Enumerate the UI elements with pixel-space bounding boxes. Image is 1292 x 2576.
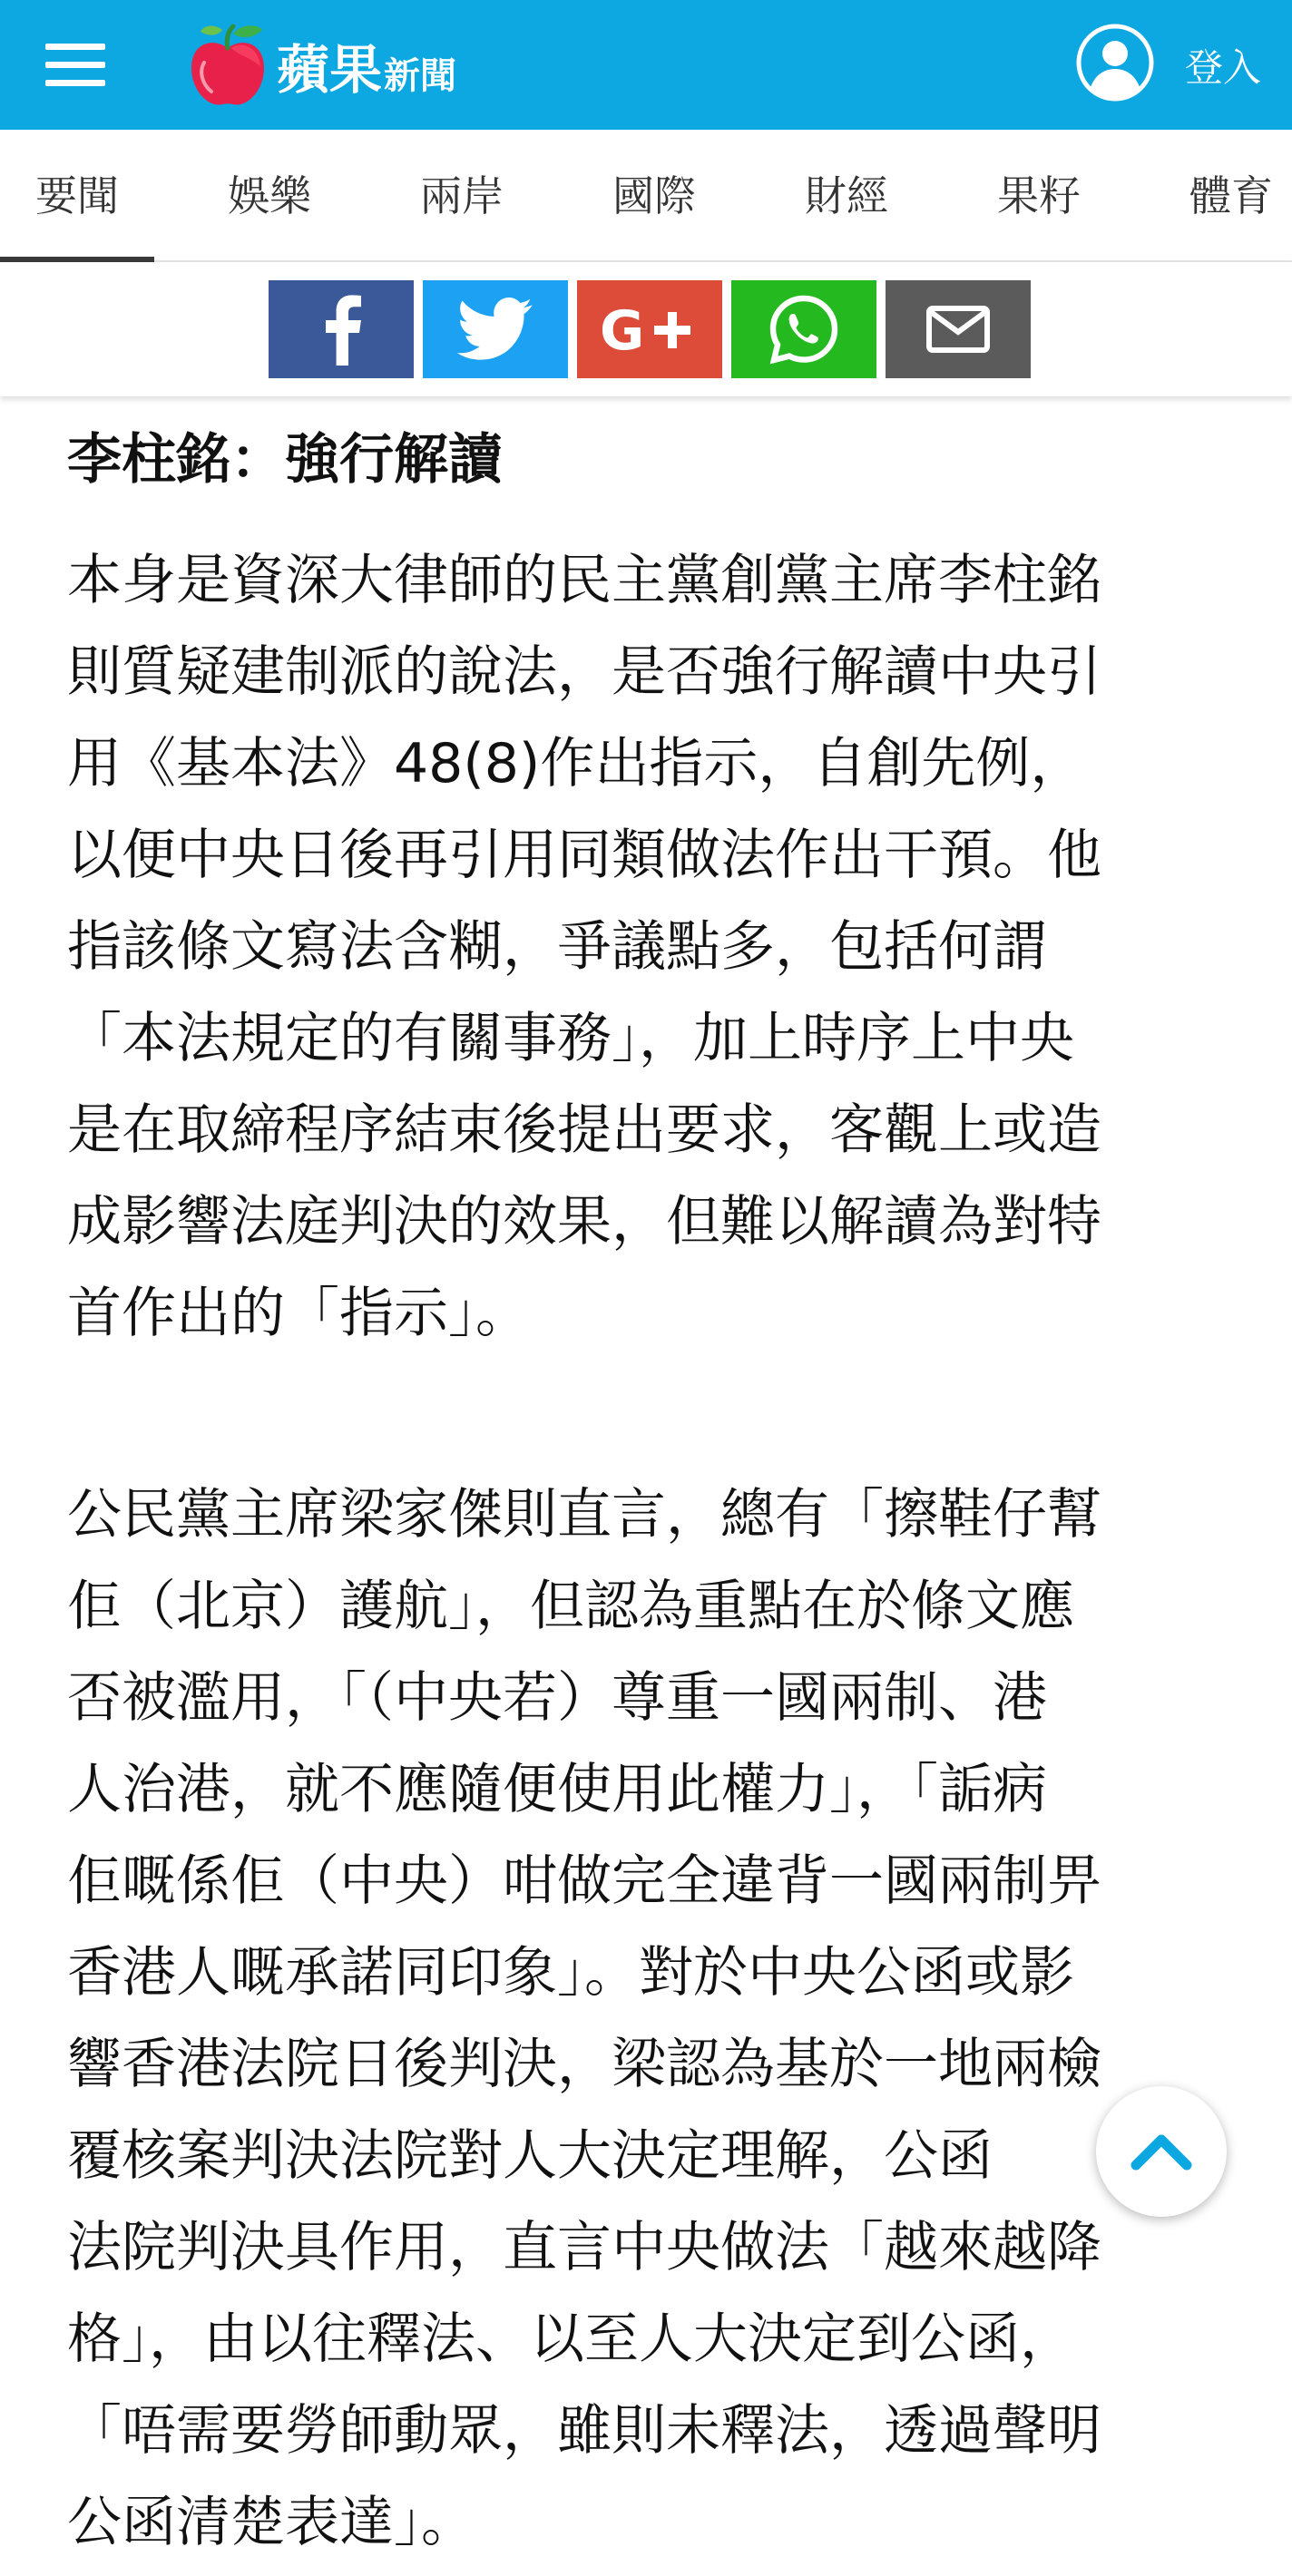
email-envelope-icon <box>925 305 991 354</box>
user-avatar-icon[interactable] <box>1074 22 1156 103</box>
share-google-plus-button[interactable] <box>577 280 722 378</box>
tab-international[interactable]: 國際 <box>612 171 696 220</box>
paragraph-line: 覆核案判決法院對人大決定理解，公函 <box>67 2124 993 2188</box>
paragraph-line: 公民黨主席梁家傑則直言，總有「擦鞋仔幫 <box>67 1483 1101 1547</box>
category-tabs <box>0 130 1292 262</box>
apple-logo-icon <box>186 21 269 110</box>
tab-lifestyle[interactable]: 果籽 <box>997 171 1081 220</box>
paragraph-line: 法院判決具作用，直言中央做法「越來越降 <box>67 2216 1101 2279</box>
paragraph-line: 「唔需要勞師動眾，雖則未釋法，透過聲明 <box>67 2399 1101 2463</box>
paragraph-line: 則質疑建制派的說法，是否強行解讀中央引 <box>67 640 1101 704</box>
apple-news-logo[interactable] <box>186 20 456 111</box>
tab-headlines[interactable]: 要聞 <box>0 130 154 262</box>
share-twitter-button[interactable] <box>423 280 568 378</box>
article-subheading: 李柱銘：強行解讀 <box>67 428 503 492</box>
logo-text-sub: 新聞 <box>384 55 457 97</box>
whatsapp-icon <box>768 293 840 366</box>
logo-text-main: 蘋果 <box>277 39 383 101</box>
facebook-icon <box>316 293 367 366</box>
paragraph-line: 本身是資深大律師的民主黨創黨主席李柱銘 <box>67 549 1101 612</box>
svg-text:G: G <box>600 302 645 356</box>
paragraph-line: 響香港法院日後判決，梁認為基於一地兩檢 <box>67 2033 1101 2096</box>
paragraph-line: 佢嘅係佢（中央）咁做完全違背一國兩制畀 <box>67 1849 1101 1913</box>
paragraph-line: 人治港，就不應隨便使用此權力」，「詬病 <box>67 1758 1047 1821</box>
paragraph-line: 用《基本法》48(8)作出指示，自創先例， <box>67 732 1085 795</box>
logo-wordmark <box>277 27 456 103</box>
paragraph-line: 香港人嘅承諾同印象」。對於中央公函或影 <box>67 1941 1074 2005</box>
google-plus-icon <box>600 302 700 356</box>
hamburger-menu-icon[interactable] <box>45 38 105 91</box>
paragraph-line: 以便中央日後再引用同類做法作出干預。他 <box>67 824 1101 887</box>
share-bar <box>0 262 1292 396</box>
tab-finance[interactable]: 財經 <box>805 171 888 220</box>
paragraph-line: 是在取締程序結束後提出要求，客觀上或造 <box>67 1098 1101 1162</box>
paragraph-line: 指該條文寫法含糊，爭議點多，包括何謂 <box>67 915 1047 979</box>
tab-sports[interactable]: 體育 <box>1189 171 1273 220</box>
chevron-up-icon <box>1129 2131 1194 2172</box>
login-link[interactable]: 登入 <box>1185 45 1262 90</box>
article-paragraph-1 <box>67 535 1238 1360</box>
twitter-bird-icon <box>457 298 533 361</box>
article-body <box>0 396 1292 2576</box>
scroll-to-top-button[interactable] <box>1096 2086 1227 2217</box>
article-paragraph-2 <box>67 1469 1238 2569</box>
paragraph-line: 成影響法庭判決的效果，但難以解讀為對特 <box>67 1190 1101 1254</box>
paragraph-line: 公函清楚表達」。 <box>67 2491 475 2554</box>
paragraph-line: 否被濫用，「（中央若）尊重一國兩制、港 <box>67 1666 1047 1730</box>
app-header <box>0 0 1292 130</box>
tab-entertainment[interactable]: 娛樂 <box>228 171 311 220</box>
tab-cross-strait[interactable]: 兩岸 <box>420 171 504 220</box>
paragraph-line: 「本法規定的有關事務」，加上時序上中央 <box>67 1007 1074 1070</box>
share-facebook-button[interactable] <box>269 280 414 378</box>
share-whatsapp-button[interactable] <box>731 280 876 378</box>
paragraph-line: 佢（北京）護航」，但認為重點在於條文應 <box>67 1575 1074 1638</box>
paragraph-line: 格」，由以往釋法、以至人大決定到公函， <box>67 2308 1074 2371</box>
paragraph-line: 首作出的「指示」。 <box>67 1282 530 1345</box>
share-email-button[interactable] <box>886 280 1031 378</box>
